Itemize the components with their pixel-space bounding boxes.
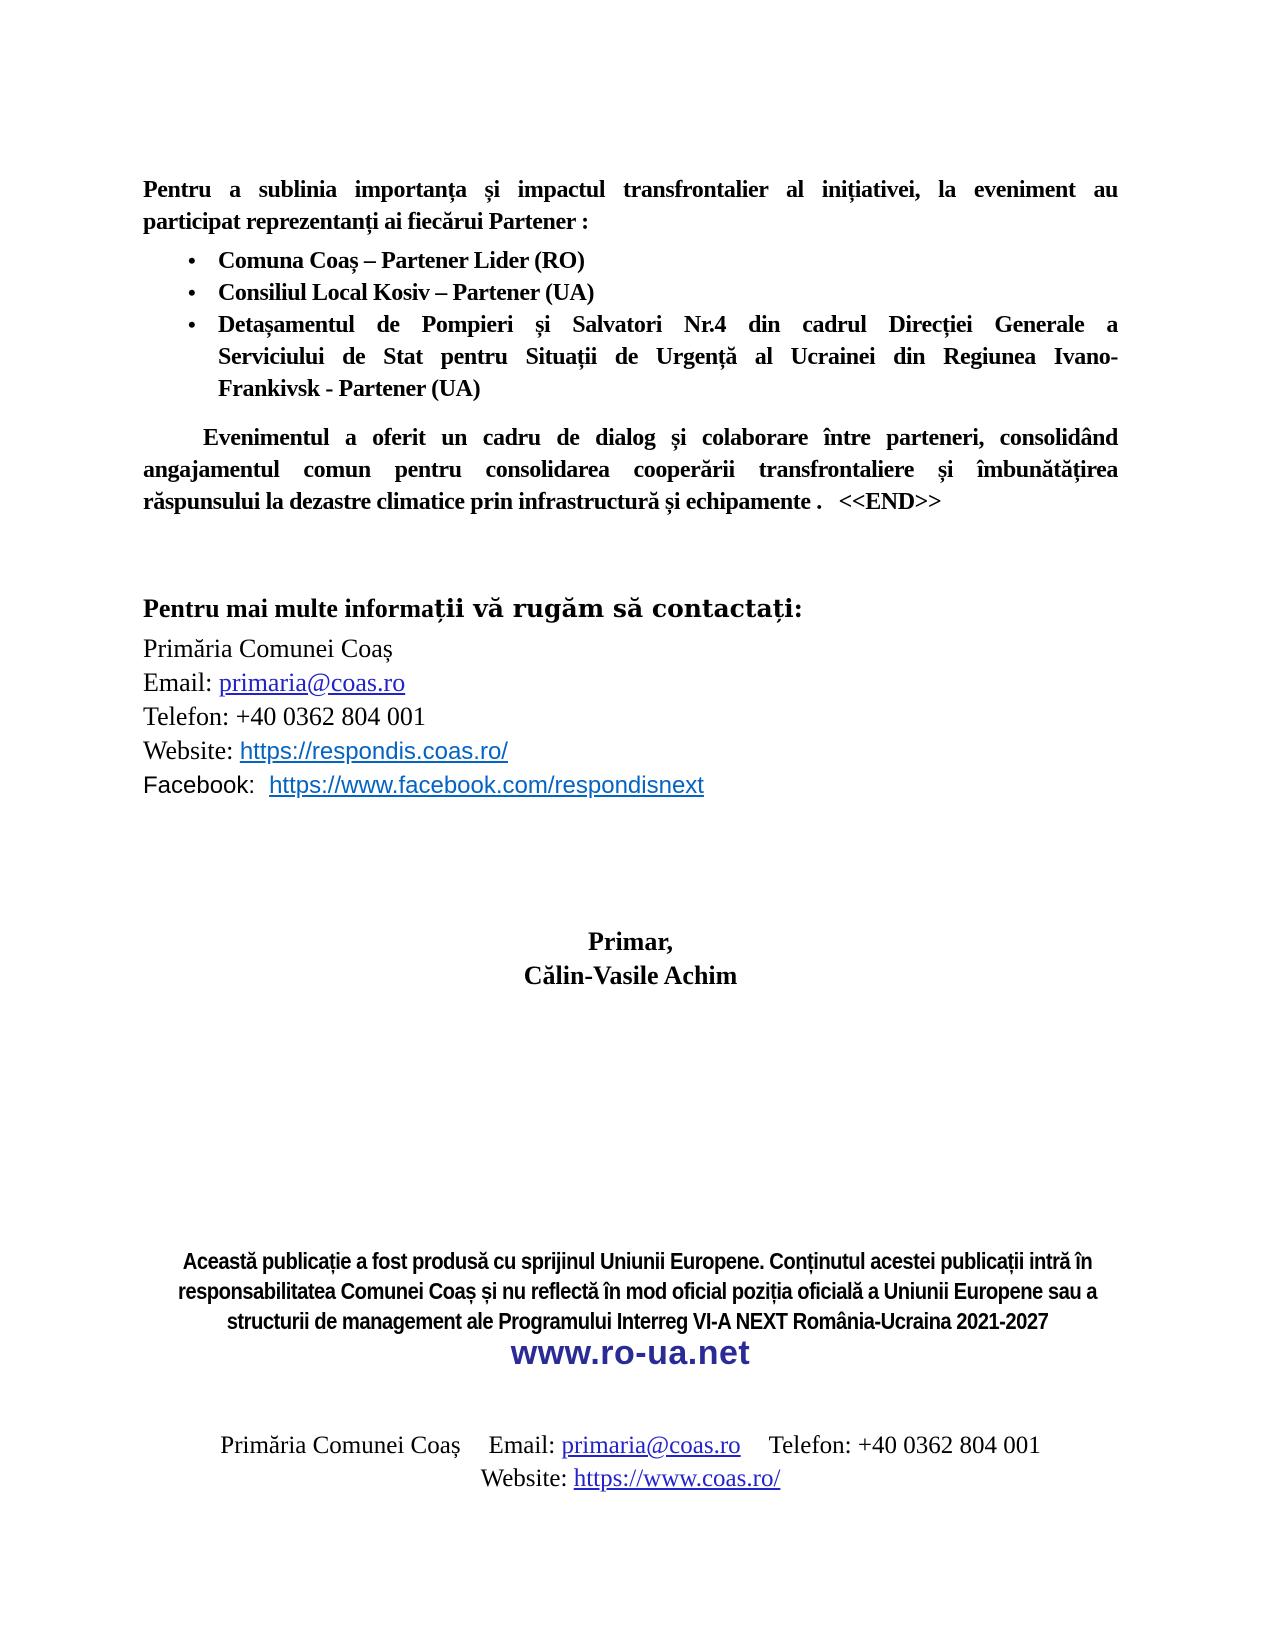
partner-text: Frankivsk - Partener (UA) bbox=[218, 376, 481, 402]
bullet-icon: • bbox=[188, 248, 196, 273]
list-item bbox=[143, 309, 1118, 405]
contact-heading-part1: Pentru mai multe informa bbox=[143, 594, 435, 623]
contact-email-line bbox=[143, 666, 1118, 700]
partner-text: Comuna Coaș – Partener Lider (RO) bbox=[218, 248, 585, 274]
contact-website-line bbox=[143, 734, 1118, 769]
footer-contact-line1 bbox=[143, 1429, 1118, 1462]
partner-text: Consiliul Local Kosiv – Partener (UA) bbox=[218, 280, 595, 306]
footer-email-link[interactable]: primaria@coas.ro bbox=[561, 1432, 741, 1459]
partner-text: Serviciului de Stat pentru Situații de Urgență al Ucrainei din Regiunea Ivano- bbox=[218, 344, 1118, 370]
contact-heading bbox=[143, 592, 1118, 626]
facebook-label: Facebook: bbox=[143, 772, 256, 799]
partner-list bbox=[143, 245, 1118, 405]
email-label: Email: bbox=[143, 668, 213, 697]
footer-contact bbox=[143, 1429, 1118, 1495]
footer-phone: Telefon: +40 0362 804 001 bbox=[768, 1432, 1041, 1459]
intro-line: Pentru a sublinia importanța și impactul transfrontalier al inițiativei, la eveniment au bbox=[143, 177, 1118, 203]
bullet-icon: • bbox=[188, 280, 196, 305]
contact-phone: Telefon: +40 0362 804 001 bbox=[143, 702, 426, 731]
contact-org: Primăria Comunei Coaș bbox=[143, 634, 393, 663]
disclaimer-line: Această publicație a fost produsă cu sprijinul Uniunii Europene. Conținutul acestei publicații intră în bbox=[182, 1248, 1093, 1274]
website-label: Website: bbox=[143, 736, 234, 765]
closing-paragraph bbox=[143, 422, 1118, 518]
footer-website-link[interactable]: https://www.coas.ro/ bbox=[573, 1465, 781, 1492]
contact-heading-part2: ții vă rugăm să contactați: bbox=[434, 594, 803, 623]
program-website-wordmark: www.ro-ua.net bbox=[510, 1334, 751, 1372]
footer-contact-line2 bbox=[143, 1462, 1118, 1495]
contact-block bbox=[143, 632, 1118, 803]
facebook-link[interactable]: https://www.facebook.com/respondisnext bbox=[269, 772, 704, 799]
intro-line: participat reprezentanți ai fiecărui Partener : bbox=[143, 209, 589, 235]
footer-org: Primăria Comunei Coaș bbox=[220, 1432, 461, 1459]
footer-email-label: Email: bbox=[488, 1432, 556, 1459]
closing-line: Evenimentul a oferit un cadru de dialog și colaborare între parteneri, consolidând bbox=[203, 425, 1118, 451]
contact-facebook-line bbox=[143, 769, 1118, 803]
intro-paragraph bbox=[143, 174, 1118, 238]
signature-title: Primar, bbox=[588, 927, 673, 956]
signature-name: Călin-Vasile Achim bbox=[523, 961, 738, 990]
footer-website-label: Website: bbox=[480, 1465, 568, 1492]
partner-text: Detașamentul de Pompieri și Salvatori Nr.4 din cadrul Direcției Generale a bbox=[218, 312, 1118, 338]
signature-block bbox=[143, 925, 1118, 993]
disclaimer-line: responsabilitatea Comunei Coaș și nu reflectă în mod oficial poziția oficială a Uniunii Europene sau a bbox=[177, 1278, 1097, 1304]
disclaimer-line: structurii de management ale Programului Interreg VI-A NEXT România-Ucraina 2021-2027 bbox=[226, 1308, 1049, 1334]
website-link[interactable]: https://respondis.coas.ro/ bbox=[239, 738, 508, 765]
closing-line: răspunsului la dezastre climatice prin infrastructură și echipamente . <<END>> bbox=[143, 489, 942, 515]
closing-line: angajamentul comun pentru consolidarea cooperării transfrontaliere și îmbunătățirea bbox=[143, 457, 1118, 483]
bullet-icon: • bbox=[188, 312, 196, 337]
footer-disclaimer bbox=[60, 1246, 1215, 1336]
list-item bbox=[143, 245, 1118, 277]
email-link[interactable]: primaria@coas.ro bbox=[218, 668, 406, 697]
list-item bbox=[143, 277, 1118, 309]
